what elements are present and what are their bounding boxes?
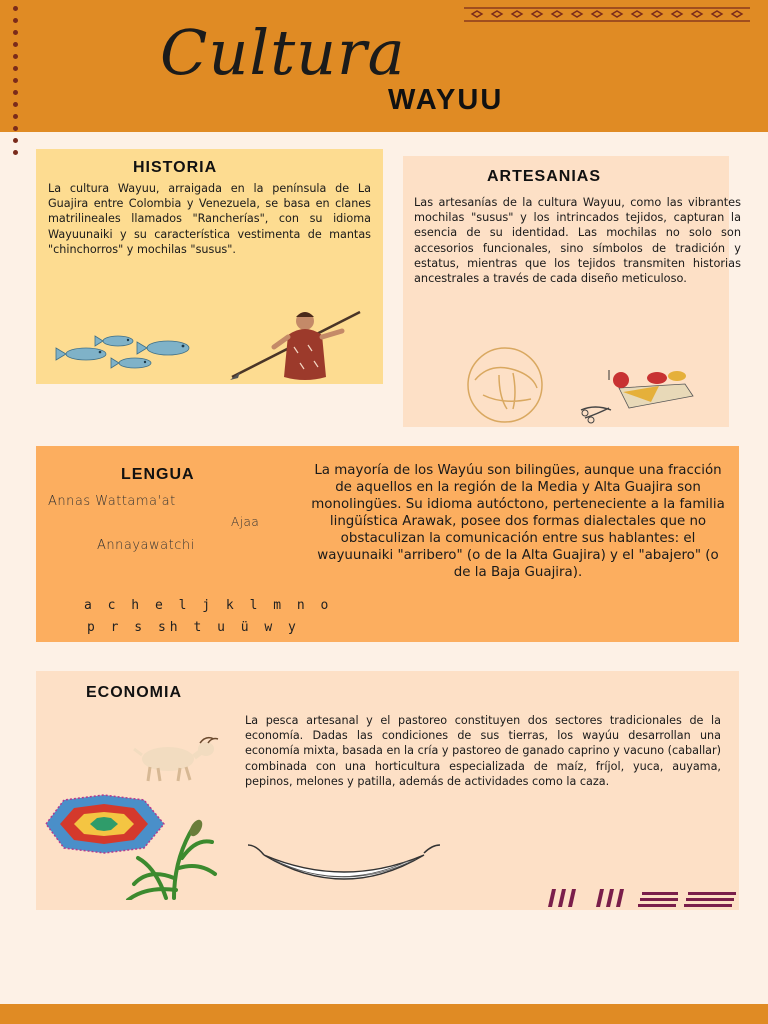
dot-column-decoration	[11, 6, 21, 162]
historia-heading: HISTORIA	[133, 159, 218, 176]
alphabet-row-2: p r s sh t u ü w y	[87, 620, 300, 635]
hammock-icon	[244, 839, 444, 901]
lengua-heading: LENGUA	[121, 466, 195, 483]
title-main: WAYUU	[388, 84, 504, 116]
historia-text: La cultura Wayuu, arraigada en la península de La Guajira entre Colombia y Venezuela, se basa en clanes matrilineales llamados "Rancherías", con su idioma Wayuunaiki y su característica vestimenta de mantas "chinchorros" y mochilas "susus".	[48, 182, 371, 256]
lengua-phrase-3: Annayawatchi	[97, 538, 195, 553]
fish-icon	[50, 331, 210, 380]
goat-icon	[128, 735, 220, 789]
header-pattern-icon	[462, 4, 752, 28]
economia-heading: ECONOMIA	[86, 684, 182, 701]
hunter-icon	[230, 307, 370, 386]
artesanias-heading: ARTESANIAS	[487, 168, 602, 185]
lengua-phrase-2: Ajaa	[231, 515, 260, 529]
sewing-kit-icon	[579, 366, 697, 430]
footer-bar	[0, 1004, 768, 1024]
hands-weaving-icon	[455, 345, 559, 429]
lengua-card	[36, 446, 739, 642]
header-banner	[0, 0, 768, 132]
title-script: Cultura	[160, 16, 406, 89]
artesanias-text: Las artesanías de la cultura Wayuu, como las vibrantes mochilas "susus" y los intrincados tejidos, capturan la esencia de su identidad. Las mochilas no solo son accesorios funcionales, sino símbolos de tradición y estatus, mientras que los tejidos transmiten historias ancestrales a través de cada diseño meticuloso.	[414, 196, 741, 286]
alphabet-row-1: a c h e l j k l m n o	[84, 598, 333, 613]
lengua-phrase-1: Annas Wattama'at	[48, 494, 176, 509]
economia-text: La pesca artesanal y el pastoreo constituyen dos sectores tradicionales de la economía. Dadas las condiciones de sus tierras, los wayúu desarrollan una economía mixta, basada en la cría y pastoreo de ganado caprino y vacuno (caballar) combinada con una horticultura especializada de maíz, fríjol, yuca, auyama, pepinos, melones y patilla, además de actividades como la caza.	[245, 714, 721, 788]
artesanias-card	[403, 156, 741, 427]
corn-plant-icon	[124, 818, 220, 904]
economia-card	[36, 671, 739, 910]
stripe-pattern-icon	[548, 887, 738, 913]
lengua-text: La mayoría de los Wayúu son bilingües, aunque una fracción de aquellos en la región de la Media y Alta Guajira son monolingües. Su idioma autóctono, perteneciente a la familia lingüística Arawak, posee dos formas dialectales que no obstaculizan la comunicación entre sus hablantes: el wayuunaiki "arribero" (o de la Alta Guajira) y el "abajero" (o de la Baja Guajira).	[311, 463, 725, 580]
historia-card	[36, 149, 383, 384]
